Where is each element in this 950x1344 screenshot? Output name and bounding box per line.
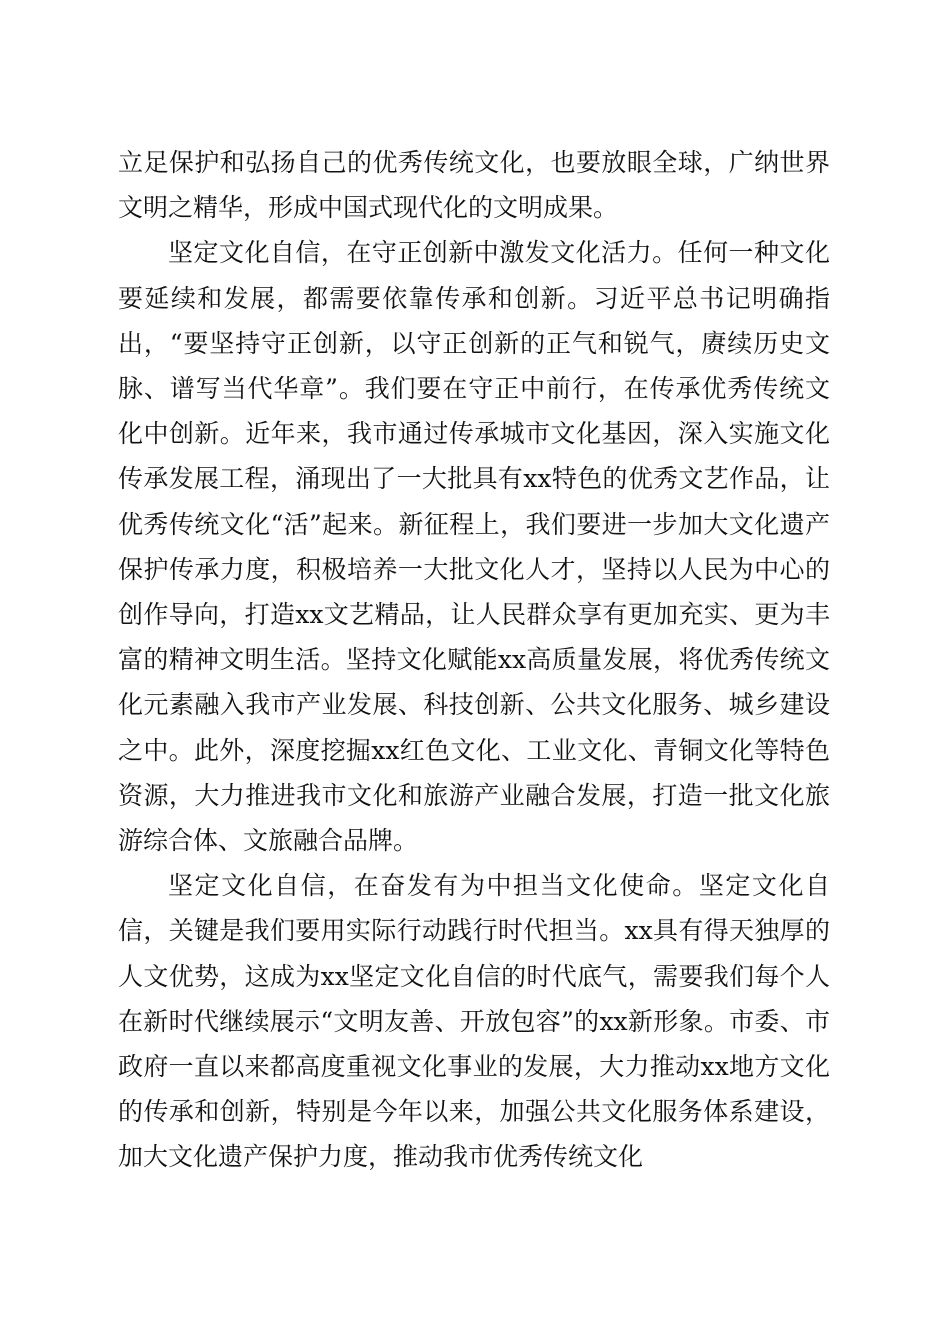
paragraph-2: 坚定文化自信，在守正创新中激发文化活力。任何一种文化要延续和发展，都需要依靠传承和创新。习近平总书记明确指出，“要坚持守正创新，以守正创新的正气和锐气，赓续历史文脉、谱写当代华章”。我们要在守正中前行，在传承优秀传统文化中创新。近年来，我市通过传承城市文化基因，深入实施文化传承发展工程，涌现出了一大批具有xx特色的优秀文艺作品，让优秀传统文化“活”起来。新征程上，我们要进一步加大文化遗产保护传承力度，积极培养一大批文化人才，坚持以人民为中心的创作导向，打造xx文艺精品，让人民群众享有更加充实、更为丰富的精神文明生活。坚持文化赋能xx高质量发展，将优秀传统文化元素融入我市产业发展、科技创新、公共文化服务、城乡建设之中。此外，深度挖掘xx红色文化、工业文化、青铜文化等特色资源，大力推进我市文化和旅游产业融合发展，打造一批文化旅游综合体、文旅融合品牌。 — [118, 238, 830, 856]
paragraph-1: 立足保护和弘扬自己的优秀传统文化，也要放眼全球，广纳世界文明之精华，形成中国式现代化的文明成果。 — [118, 148, 830, 223]
paragraph-3: 坚定文化自信，在奋发有为中担当文化使命。坚定文化自信，关键是我们要用实际行动践行时代担当。xx具有得天独厚的人文优势，这成为xx坚定文化自信的时代底气，需要我们每个人在新时代继续展示“文明友善、开放包容”的xx新形象。市委、市政府一直以来都高度重视文化事业的发展，大力推动xx地方文化的传承和创新，特别是今年以来，加强公共文化服务体系建设，加大文化遗产保护力度，推动我市优秀传统文化 — [118, 871, 830, 1172]
document-body — [118, 140, 830, 1180]
